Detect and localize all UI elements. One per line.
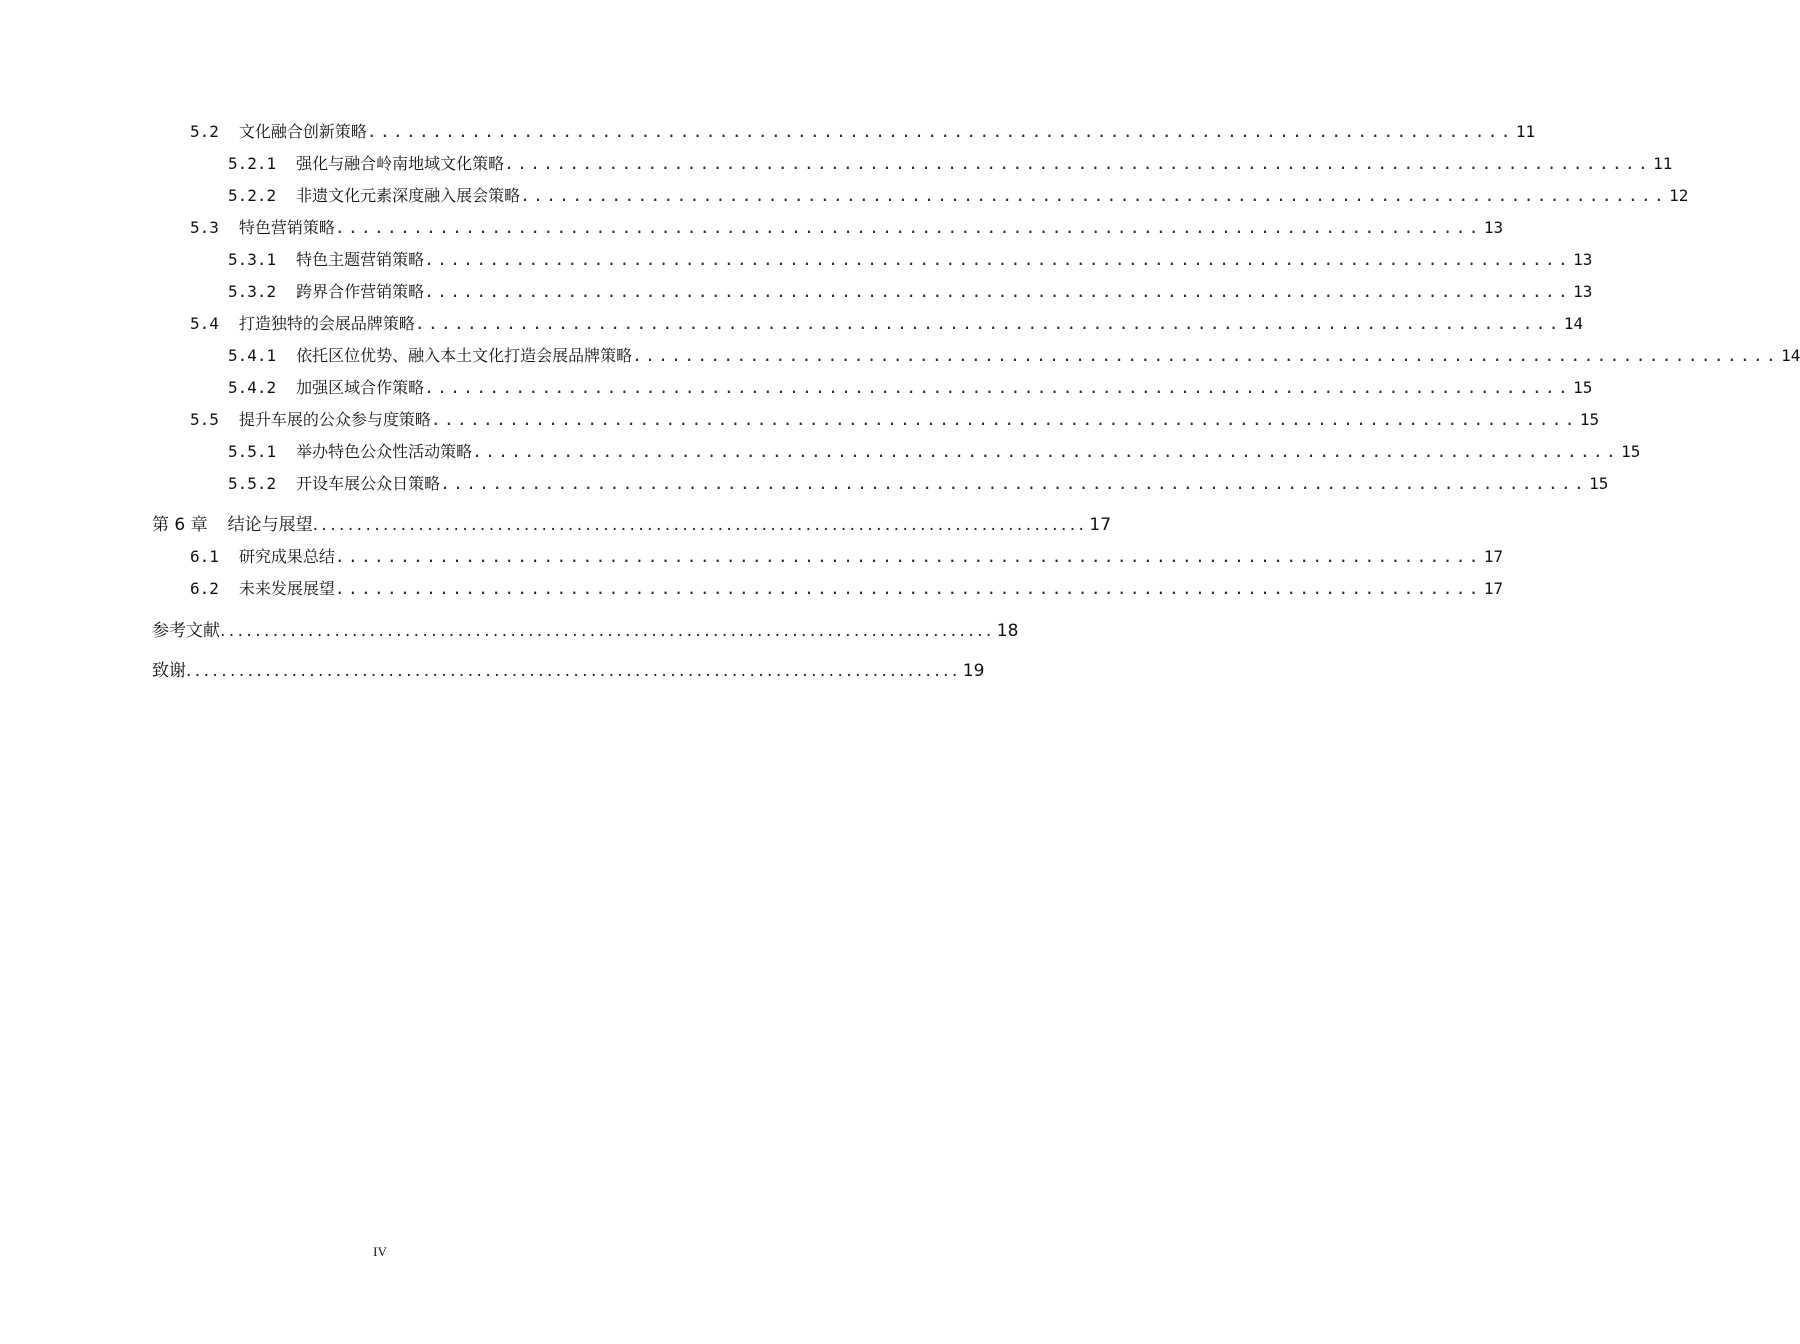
toc-entry-title: 文化融合创新策略 — [238, 122, 367, 141]
toc-entry-page: 13 — [1483, 218, 1504, 237]
toc-entry[interactable] — [228, 181, 1689, 207]
toc-entry-page: 14 — [1781, 346, 1800, 365]
toc-entry[interactable] — [228, 277, 1593, 303]
toc-entry-number: 5.2.1 — [228, 154, 277, 173]
toc-dot-leader: ........................................................................................ — [366, 122, 1514, 141]
toc-entry-page: 14 — [1563, 314, 1584, 333]
toc-entry-title: 强化与融合岭南地域文化策略 — [296, 154, 505, 173]
toc-entry-number: 5.4 — [190, 314, 219, 333]
toc-entry-title: 结论与展望 — [227, 515, 313, 535]
toc-dot-leader: ........................................................................................ — [424, 378, 1572, 397]
toc-entry-page: 11 — [1653, 154, 1673, 173]
toc-entry[interactable] — [152, 510, 1112, 536]
toc-entry-number: 5.3.2 — [228, 282, 277, 301]
toc-entry[interactable] — [228, 245, 1593, 271]
toc-entry-number: 5.4.2 — [228, 378, 277, 397]
toc-entry-title: 特色主题营销策略 — [296, 250, 425, 269]
toc-entry-title: 加强区域合作策略 — [296, 378, 425, 397]
toc-dot-leader: ........................................................................................ — [424, 250, 1572, 269]
toc-dot-leader: ........................................................................................ — [414, 314, 1562, 333]
toc-entry-page: 18 — [996, 621, 1019, 641]
toc-entry[interactable] — [190, 405, 1600, 431]
toc-entry-number: 5.5.1 — [228, 442, 277, 461]
toc-entry-number: 5.3.1 — [228, 250, 277, 269]
toc-dot-leader: ........................................................................................ — [440, 474, 1588, 493]
toc-entry-number: 5.5 — [190, 410, 219, 429]
toc-entry[interactable] — [190, 542, 1504, 568]
toc-entry-number: 6.2 — [190, 579, 219, 598]
toc-entry-number: 5.3 — [190, 218, 219, 237]
toc-entry[interactable] — [228, 341, 1800, 367]
toc-entry-page: 11 — [1515, 122, 1536, 141]
toc-dot-leader: ........................................................................................ — [220, 621, 995, 641]
toc-entry-title: 特色营销策略 — [238, 218, 335, 237]
toc-entry-page: 15 — [1621, 442, 1641, 461]
toc-entry-page: 15 — [1589, 474, 1609, 493]
toc-entry-page: 17 — [1483, 579, 1504, 598]
toc-entry-title: 开设车展公众日策略 — [296, 474, 441, 493]
toc-entry[interactable] — [228, 437, 1641, 463]
toc-entry[interactable] — [190, 574, 1504, 600]
toc-entry-page: 12 — [1669, 186, 1689, 205]
toc-dot-leader: ........................................................................................ — [504, 154, 1652, 173]
toc-dot-leader: ........................................................................................ — [334, 547, 1482, 566]
toc-entry-number: 5.2.2 — [228, 186, 277, 205]
toc-entry[interactable] — [190, 309, 1584, 335]
toc-entry-title: 研究成果总结 — [238, 547, 335, 566]
toc-entry-number: 5.4.1 — [228, 346, 277, 365]
toc-entry[interactable] — [228, 373, 1593, 399]
toc-entry-page: 13 — [1573, 250, 1593, 269]
toc-entry-title: 跨界合作营销策略 — [296, 282, 425, 301]
toc-entry-page: 17 — [1089, 515, 1112, 535]
toc-entry-number: 5.5.2 — [228, 474, 277, 493]
toc-entry[interactable] — [228, 149, 1673, 175]
toc-dot-leader: ........................................................................................ — [520, 186, 1668, 205]
toc-entry[interactable] — [190, 117, 1536, 143]
toc-dot-leader: ........................................................................................ — [424, 282, 1572, 301]
toc-entry-number: 6.1 — [190, 547, 219, 566]
toc-entry-page: 15 — [1579, 410, 1600, 429]
toc-dot-leader: ........................................................................................ — [472, 442, 1620, 461]
toc-dot-leader: ........................................................................................ — [186, 661, 961, 681]
toc-entry-title: 参考文献 — [152, 621, 220, 641]
toc-entry-number: 5.2 — [190, 122, 219, 141]
page-number: IV — [373, 1244, 387, 1259]
toc-entry-page: 15 — [1573, 378, 1593, 397]
toc-dot-leader: ........................................................................................ — [312, 515, 1088, 535]
toc-entry[interactable] — [228, 469, 1609, 495]
toc-entry-title: 非遗文化元素深度融入展会策略 — [296, 186, 521, 205]
toc-entry-page: 19 — [962, 661, 985, 681]
toc-entry-title: 举办特色公众性活动策略 — [296, 442, 473, 461]
toc-dot-leader: ........................................................................................ — [334, 218, 1482, 237]
toc-dot-leader: ........................................................................................ — [334, 579, 1482, 598]
toc-dot-leader: ........................................................................................ — [632, 346, 1780, 365]
toc-entry-number: 第 6 章 — [152, 515, 208, 535]
toc-entry-page: 13 — [1573, 282, 1593, 301]
toc-entry[interactable] — [152, 656, 985, 682]
toc-dot-leader: ........................................................................................ — [430, 410, 1578, 429]
toc-entry-title: 致谢 — [152, 661, 186, 681]
toc-entry[interactable] — [152, 616, 1019, 642]
toc-entry-page: 17 — [1483, 547, 1504, 566]
toc-entry-title: 打造独特的会展品牌策略 — [238, 314, 415, 333]
toc-entry-title: 依托区位优势、融入本土文化打造会展品牌策略 — [296, 346, 633, 365]
toc-entry-title: 提升车展的公众参与度策略 — [238, 410, 431, 429]
toc-entry-title: 未来发展展望 — [238, 579, 335, 598]
toc-entry[interactable] — [190, 213, 1504, 239]
